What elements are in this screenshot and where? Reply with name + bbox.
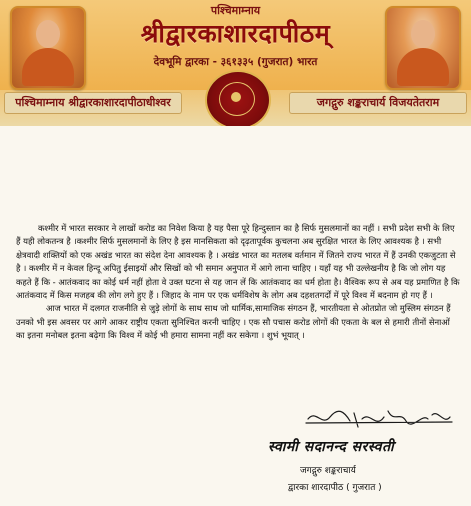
signatory-place: द्वारका शारदापीठ ( गुजरात ) — [288, 483, 382, 493]
letterhead-address: देवभूमि द्वारका - ३६१३३५ (गुजरात) भारत — [153, 56, 318, 68]
letter-body — [16, 222, 460, 343]
peetham-seal-icon — [205, 70, 271, 126]
letterhead — [0, 0, 471, 126]
seal-center-dot — [231, 92, 241, 102]
handwritten-signature — [304, 405, 454, 435]
signatory-name: स्वामी सदानन्द सरस्वती — [268, 439, 395, 455]
signature-scribble — [304, 405, 454, 435]
letterhead-small-title: पश्चिमाम्नाय — [210, 4, 261, 17]
letterhead-banner-left: पश्चिमाम्नाय श्रीद्वारकाशारदापीठाधीश्वर — [4, 92, 182, 114]
letterhead-main-title: श्रीद्वारकाशारदापीठम् — [140, 19, 331, 48]
letter-paragraph-1: कश्मीर में भारत सरकार ने लाखों करोड का निवेश किया है यह पैसा पूरे हिन्दुस्तान का है सिर्फ मुसलमानों का नहीं । सभी प्रदेश सभी के लिए हैं यही लोकतन्त्र है ।कश्मीर सिर्फ मुसलमानों के लिए है इस मानसिकता को दृढ़तापूर्वक कुचलना अब सुरक्षित भारत के लिए आवश्यक है । सभी क्षेत्रवादी शक्तियों को एक अखंड भारत का संदेश देना आवश्यक है । अखंड भारत का मतलब वर्तमान में जितने राज्य भारत में हैं उनकी एकजुटता से है । कश्मीर में न केवल हिन्दू अपितु ईसाइयों और सिखों को भी समान अनुपात में आगे लाना चाहिए । यहाँ यह भी उल्लेखनीय है कि जो लोग यह कहते हैं कि - आतंकवाद का कोई धर्म नहीं होता वे उक्त घटना से यह जान लें कि आतंकवाद का धर्म होता है। वैश्विक रूप से अब यह प्रमाणित है कि आतंकवाद में किस मजहब की लोग लगे हुए हैं । जिहाद के नाम पर एक धर्मविशेष के लोग अब दहशतगर्दों में पूरे विश्व में बदनाम हो गए हैं । — [16, 223, 460, 301]
signatory-title: जगद्गुरु शङ्कराचार्य — [300, 466, 356, 476]
letter-paragraph-2: आज भारत में दलगत राजनीति से जुड़े लोगों के साथ साथ जो धार्मिक,सामाजिक संगठन हैं, भारतीयता से ओतप्रोत जो मुस्लिम संगठन हैं उनको भी इस अवसर पर आगे आकर राष्ट्रीय एकता सुनिश्चित करनी चाहिए । एक सौ पचास करोड लोगों की एकता के बल से हमारी तीनों सेनाओं का इतना मनोबल इतना बढ़ेगा कि विश्व में कोई भी हमारा सामना नहीं कर सकेगा । शुभं भूयात् । — [16, 303, 451, 341]
letterhead-banner-right: जगद्गुरु शङ्कराचार्य विजयतेतराम — [289, 92, 467, 114]
